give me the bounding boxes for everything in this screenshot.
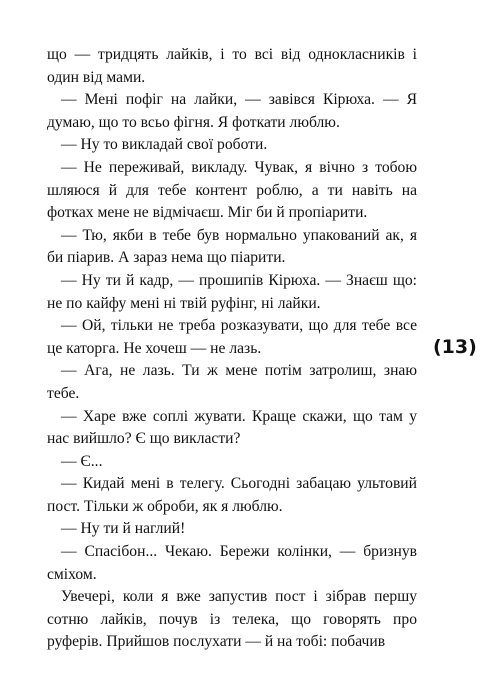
paragraph: що — тридцять лайків, і то всі від однокласників і один від мами.	[47, 46, 417, 86]
paragraph: — Не переживай, викладу. Чувак, я вічно з тобою шляюся й для тебе контент роблю, а ти навіть на фотках мене не відмічаєш. Міг би й пропіарити.	[47, 158, 417, 222]
page-text	[47, 44, 417, 654]
paragraph: — Ой, тільки не треба розказувати, що для тебе все це каторга. Не хочеш — не лазь.	[47, 317, 417, 357]
paragraph: — Ага, не лазь. Ти ж мене потім затролиш, знаю тебе.	[47, 362, 417, 402]
paragraph: — Ну ти й кадр, — прошипів Кірюха. — Знаєш що: не по кайфу мені ні твій руфінг, ні лайки.	[47, 271, 417, 312]
paragraph: Увечері, коли я вже запустив пост і зібрав першу сотню лайків, почув із телека, що говорять про руферів. Прийшов послухати — й на тобі: побачив	[47, 588, 417, 651]
paragraph: — Ну то викладай свої роботи.	[61, 136, 268, 154]
page-number: (13)	[433, 336, 477, 358]
paragraph: — Є...	[61, 452, 103, 470]
paragraph: — Спасібон... Чекаю. Бережи колінки, — бризнув сміхом.	[47, 543, 417, 583]
paragraph: — Харе вже соплі жувати. Краще скажи, що там у нас вийшло? Є що викласти?	[47, 407, 417, 448]
paragraph: — Кидай мені в телегу. Сьогодні забацаю ультовий пост. Тільки ж оброби, як я люблю.	[47, 475, 417, 515]
paragraph: — Ну ти й наглий!	[61, 520, 186, 538]
paragraph: — Тю, якби в тебе був нормально упакований ак, я би піарив. А зараз нема що піарити.	[47, 226, 417, 267]
paragraph: — Мені пофіг на лайки, — завівся Кірюха. — Я думаю, що то всьо фігня. Я фоткати люблю.	[47, 91, 417, 131]
